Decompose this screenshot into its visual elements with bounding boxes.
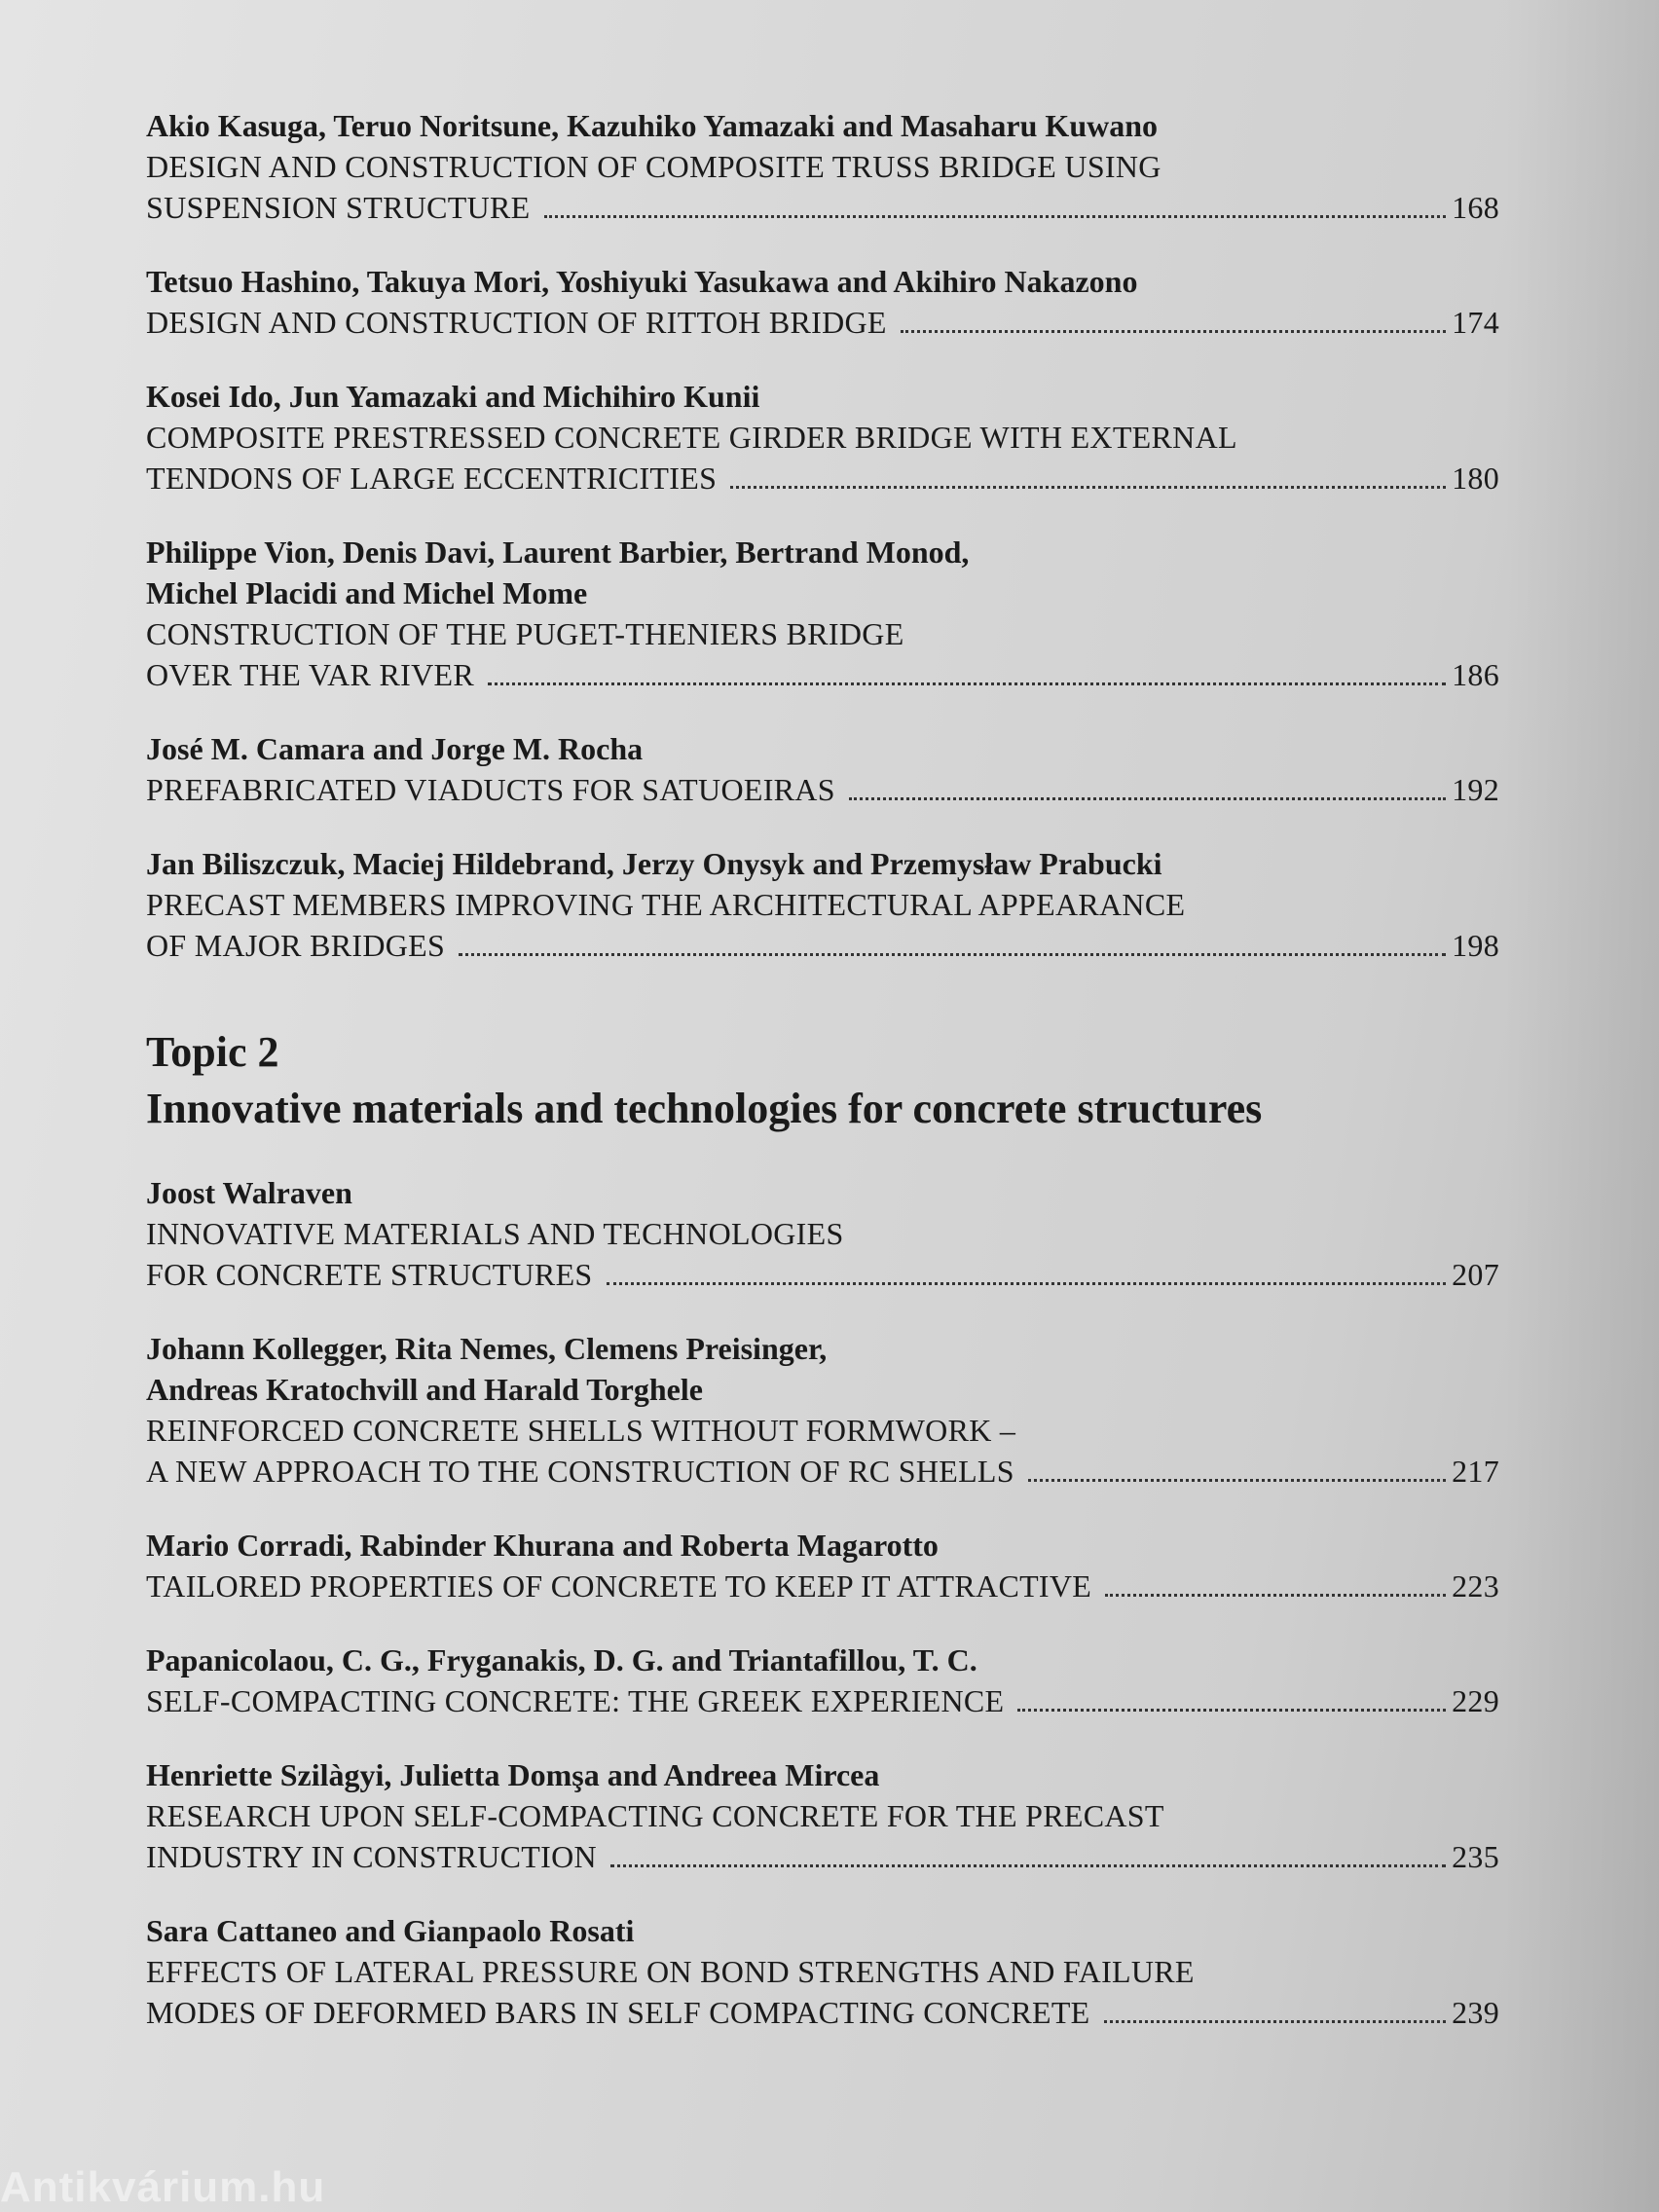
page-number: 168 <box>1452 190 1499 225</box>
dot-leader <box>1105 1588 1446 1597</box>
toc-entry <box>146 1172 1499 1295</box>
entry-authors: Jan Biliszczuk, Maciej Hildebrand, Jerzy Onysyk and Przemysław Prabucki <box>146 846 1162 881</box>
dot-leader <box>607 1276 1447 1285</box>
toc-entry <box>146 261 1499 343</box>
toc-entry <box>146 532 1499 695</box>
entry-title: TENDONS OF LARGE ECCENTRICITIES <box>146 461 718 496</box>
entry-title: A NEW APPROACH TO THE CONSTRUCTION OF RC SHELLS <box>146 1454 1014 1489</box>
dot-leader <box>488 677 1446 685</box>
entry-title: INDUSTRY IN CONSTRUCTION <box>146 1839 597 1874</box>
dot-leader <box>1017 1703 1446 1712</box>
page-number: 180 <box>1452 461 1499 496</box>
toc-entries-topic-1 <box>146 105 1499 966</box>
toc-entries-topic-2 <box>146 1172 1499 2033</box>
toc-entry <box>146 1525 1499 1606</box>
entry-authors: Kosei Ido, Jun Yamazaki and Michihiro Kunii <box>146 379 760 414</box>
entry-authors: Sara Cattaneo and Gianpaolo Rosati <box>146 1913 635 1948</box>
dot-leader <box>730 480 1446 489</box>
toc-entry <box>146 728 1499 810</box>
topic-heading <box>146 1024 1499 1137</box>
watermark: Antikvárium.hu <box>0 2163 326 2211</box>
page-number: 186 <box>1452 657 1499 692</box>
dot-leader <box>544 209 1447 218</box>
dot-leader <box>459 947 1446 956</box>
dot-leader <box>1028 1473 1446 1482</box>
entry-title-last-line <box>146 1680 1499 1721</box>
entry-title: FOR CONCRETE STRUCTURES <box>146 1257 593 1292</box>
entry-title: SELF-COMPACTING CONCRETE: THE GREEK EXPERIENCE <box>146 1683 1005 1718</box>
dot-leader <box>849 792 1446 800</box>
entry-title: TAILORED PROPERTIES OF CONCRETE TO KEEP IT ATTRACTIVE <box>146 1568 1092 1604</box>
entry-title: DESIGN AND CONSTRUCTION OF COMPOSITE TRUSS BRIDGE USING <box>146 149 1161 184</box>
page-number: 217 <box>1452 1454 1499 1489</box>
entry-authors: Akio Kasuga, Teruo Noritsune, Kazuhiko Yamazaki and Masaharu Kuwano <box>146 108 1159 143</box>
entry-title-last-line <box>146 1566 1499 1606</box>
entry-title: OVER THE VAR RIVER <box>146 657 474 692</box>
page-number: 198 <box>1452 928 1499 963</box>
entry-title: PRECAST MEMBERS IMPROVING THE ARCHITECTURAL APPEARANCE <box>146 887 1186 922</box>
entry-authors: Johann Kollegger, Rita Nemes, Clemens Preisinger, <box>146 1331 828 1366</box>
entry-title-last-line <box>146 1836 1499 1877</box>
entry-title-last-line <box>146 769 1499 810</box>
page-number: 229 <box>1452 1683 1499 1718</box>
entry-title-last-line <box>146 1254 1499 1295</box>
toc-entry <box>146 1754 1499 1877</box>
table-of-contents <box>146 105 1499 2066</box>
entry-title: OF MAJOR BRIDGES <box>146 928 446 963</box>
entry-title: COMPOSITE PRESTRESSED CONCRETE GIRDER BRIDGE WITH EXTERNAL <box>146 420 1237 455</box>
entry-title: DESIGN AND CONSTRUCTION OF RITTOH BRIDGE <box>146 305 887 340</box>
entry-title-last-line <box>146 1992 1499 2033</box>
toc-entry <box>146 105 1499 228</box>
entry-title: SUSPENSION STRUCTURE <box>146 190 531 225</box>
entry-title: INNOVATIVE MATERIALS AND TECHNOLOGIES <box>146 1216 844 1251</box>
page-number: 174 <box>1452 305 1499 340</box>
entry-authors: Papanicolaou, C. G., Fryganakis, D. G. and Triantafillou, T. C. <box>146 1642 977 1677</box>
toc-entry <box>146 1910 1499 2033</box>
entry-title-last-line <box>146 925 1499 966</box>
entry-authors: Philippe Vion, Denis Davi, Laurent Barbier, Bertrand Monod, <box>146 535 970 570</box>
entry-authors: Andreas Kratochvill and Harald Torghele <box>146 1372 703 1407</box>
toc-entry <box>146 376 1499 498</box>
page-number: 207 <box>1452 1257 1499 1292</box>
entry-authors: Tetsuo Hashino, Takuya Mori, Yoshiyuki Yasukawa and Akihiro Nakazono <box>146 264 1138 299</box>
dot-leader <box>901 324 1446 333</box>
topic-title: Innovative materials and technologies for concrete structures <box>146 1085 1263 1132</box>
toc-entry <box>146 843 1499 966</box>
entry-title-last-line <box>146 654 1499 695</box>
toc-entry <box>146 1640 1499 1721</box>
dot-leader <box>1104 2014 1447 2023</box>
entry-authors: Henriette Szilàgyi, Julietta Domşa and Andreea Mircea <box>146 1757 880 1792</box>
toc-entry <box>146 1328 1499 1492</box>
page-edge-shadow <box>1503 0 1659 2212</box>
entry-title: PREFABRICATED VIADUCTS FOR SATUOEIRAS <box>146 772 835 807</box>
entry-title-last-line <box>146 458 1499 498</box>
entry-title-last-line <box>146 302 1499 343</box>
page-number: 223 <box>1452 1568 1499 1604</box>
entry-title: EFFECTS OF LATERAL PRESSURE ON BOND STRENGTHS AND FAILURE <box>146 1954 1195 1989</box>
page-number: 192 <box>1452 772 1499 807</box>
entry-title-last-line <box>146 187 1499 228</box>
dot-leader <box>610 1859 1446 1867</box>
entry-authors: Mario Corradi, Rabinder Khurana and Roberta Magarotto <box>146 1528 939 1563</box>
entry-title: CONSTRUCTION OF THE PUGET-THENIERS BRIDGE <box>146 616 904 651</box>
entry-title: MODES OF DEFORMED BARS IN SELF COMPACTING CONCRETE <box>146 1995 1090 2030</box>
entry-title: RESEARCH UPON SELF-COMPACTING CONCRETE FOR THE PRECAST <box>146 1798 1164 1833</box>
entry-title-last-line <box>146 1451 1499 1492</box>
page-number: 239 <box>1452 1995 1499 2030</box>
topic-number: Topic 2 <box>146 1028 279 1076</box>
entry-authors: Joost Walraven <box>146 1175 352 1210</box>
entry-authors: Michel Placidi and Michel Mome <box>146 575 588 610</box>
entry-authors: José M. Camara and Jorge M. Rocha <box>146 731 644 766</box>
entry-title: REINFORCED CONCRETE SHELLS WITHOUT FORMWORK – <box>146 1413 1016 1448</box>
page-number: 235 <box>1452 1839 1499 1874</box>
